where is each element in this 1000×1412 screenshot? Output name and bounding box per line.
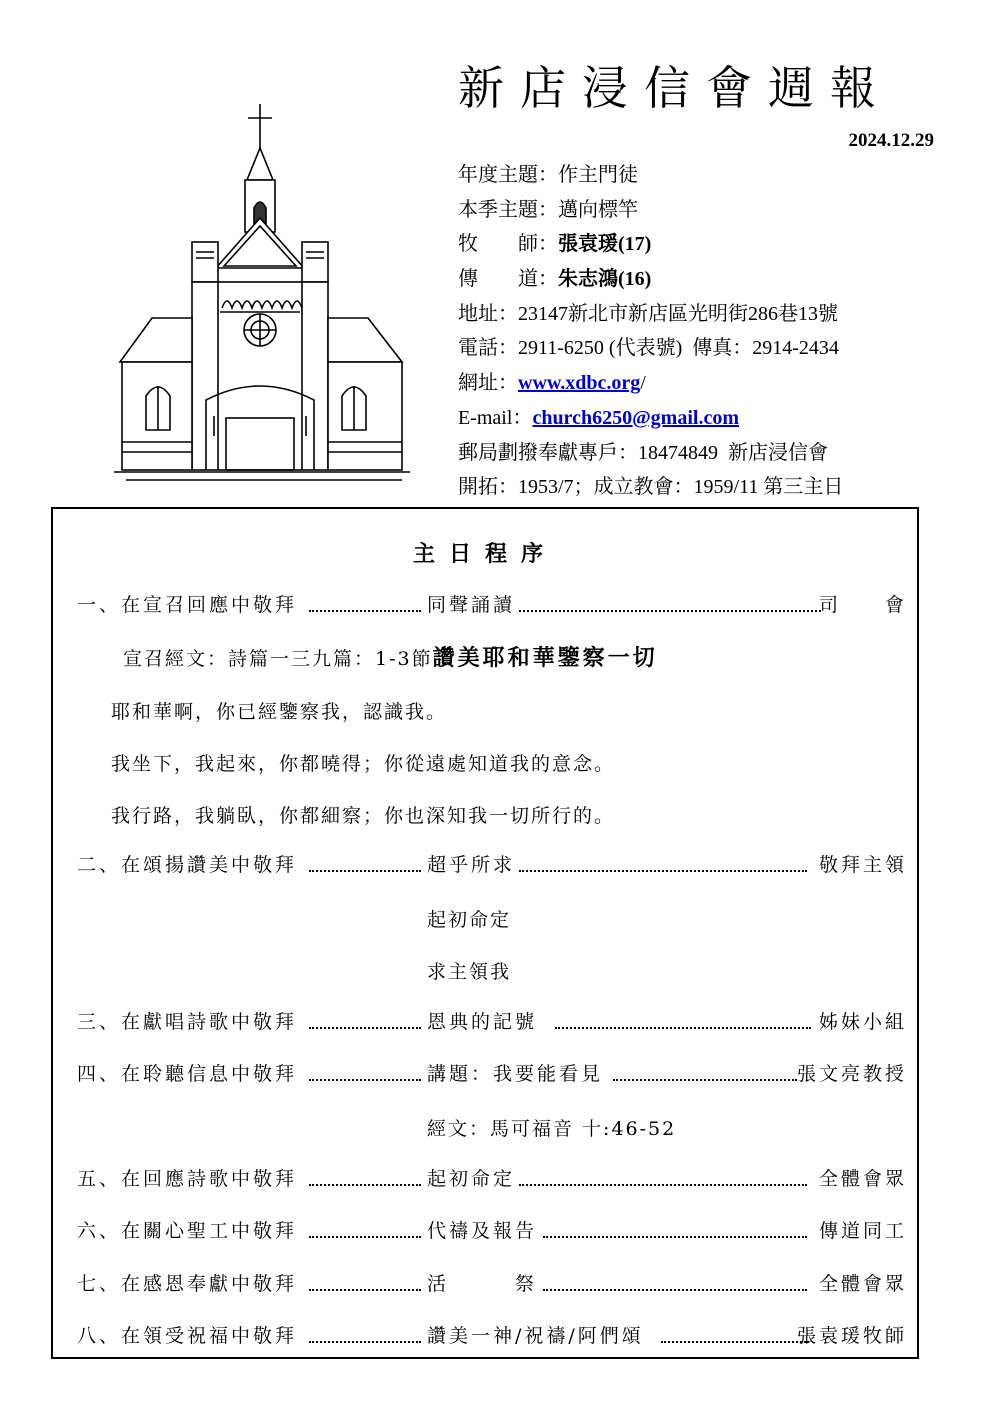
annual-theme-value: 作主門徒 <box>558 164 638 186</box>
phone-label: 電話： <box>458 337 518 360</box>
program-item: 六、在關心聖工中敬拜 <box>77 1220 298 1242</box>
postal-account <box>458 436 978 471</box>
pastor-value: 張袁瑗(17) <box>558 233 652 256</box>
program-item: 一、在宣召回應中敬拜 <box>77 594 298 616</box>
email-label: E-mail： <box>458 406 533 429</box>
founded-suffix: 第三主日 <box>763 476 844 499</box>
dot-leader <box>309 596 421 612</box>
website-suffix: / <box>640 372 646 395</box>
extra-song-2: 求主領我 <box>427 961 512 983</box>
postal-account-name: 新店浸信會 <box>728 441 828 464</box>
program-person: 傳道同工 <box>818 1220 907 1242</box>
verse-3: 我行路，我躺臥，你都細察；你也深知我一切所行的。 <box>111 805 616 827</box>
program-person: 全體會眾 <box>818 1168 907 1190</box>
program-content: 恩典的記號 <box>427 1011 538 1033</box>
founding <box>458 470 978 505</box>
dot-leader <box>519 856 807 872</box>
program-person: 張文亮教授 <box>796 1063 907 1085</box>
dot-leader <box>309 1222 421 1238</box>
program-item: 五、在回應詩歌中敬拜 <box>77 1168 298 1190</box>
verse-2: 我坐下，我起來，你都曉得；你從遠處知道我的意念。 <box>111 753 616 775</box>
call-scripture-title: 讚美耶和華鑒察一切 <box>432 645 658 671</box>
phone-fax <box>458 331 978 366</box>
website-link[interactable]: www.xdbc.org <box>518 372 641 395</box>
dot-leader <box>519 596 821 612</box>
program-row-1 <box>77 590 907 620</box>
dot-leader <box>309 1013 421 1029</box>
preacher-value: 朱志鴻(16) <box>558 268 652 291</box>
email-link[interactable]: church6250@gmail.com <box>532 406 739 429</box>
church-info <box>458 158 978 505</box>
founded-value: 1953/7；成立教會：1959/11 <box>518 476 759 499</box>
program-item: 八、在領受祝福中敬拜 <box>77 1325 298 1347</box>
call-scripture <box>123 641 658 672</box>
fax-label: 傳真： <box>692 337 753 360</box>
program-row-7 <box>77 1269 907 1299</box>
verse-1: 耶和華啊，你已經鑒察我，認識我。 <box>111 701 448 723</box>
program-person: 全體會眾 <box>818 1273 907 1295</box>
phone-value: 2911-6250 (代表號) <box>518 337 683 360</box>
program-item: 四、在聆聽信息中敬拜 <box>77 1063 298 1085</box>
program-row-3 <box>77 1007 907 1037</box>
program-row-6 <box>77 1216 907 1246</box>
program-content: 代禱及報告 <box>427 1220 538 1242</box>
website <box>458 366 978 401</box>
bulletin-title: 新店浸信會週報 <box>458 61 892 115</box>
program-person: 張袁瑗牧師 <box>796 1325 907 1347</box>
dot-leader <box>309 1065 421 1081</box>
program-row-5 <box>77 1164 907 1194</box>
bulletin-date: 2024.12.29 <box>848 130 934 151</box>
dot-leader <box>519 1170 807 1186</box>
postal-account-number: 18474849 <box>638 441 718 464</box>
program-row-4 <box>77 1059 907 1089</box>
program-content: 活 祭 <box>427 1273 538 1295</box>
program-person: 姊妹小組 <box>818 1011 907 1033</box>
season-theme-label: 本季主題： <box>458 198 558 221</box>
program-title: 主日程序 <box>412 541 557 567</box>
program-item: 二、在頌揚讚美中敬拜 <box>77 854 298 876</box>
postal-label: 郵局劃撥奉獻專戶： <box>458 441 638 464</box>
email <box>458 401 978 436</box>
program-content: 講題：我要能看見 <box>427 1063 604 1085</box>
fax-value: 2914-2434 <box>752 337 839 360</box>
program-row-2 <box>77 850 907 880</box>
season-theme <box>458 193 978 228</box>
program-row-8 <box>77 1321 907 1351</box>
dot-leader <box>543 1275 807 1291</box>
pastor <box>458 227 978 262</box>
program-content: 起初命定 <box>427 1168 516 1190</box>
annual-theme-label: 年度主題： <box>458 164 558 186</box>
program-content: 同聲誦讀 <box>427 594 516 616</box>
church-illustration <box>112 100 422 490</box>
program-content: 超乎所求 <box>427 854 516 876</box>
dot-leader <box>309 856 421 872</box>
dot-leader <box>309 1275 421 1291</box>
preacher-label: 傳 道： <box>458 268 558 291</box>
sermon-scripture: 經文：馬可福音 十:46-52 <box>427 1118 677 1140</box>
season-theme-value: 邁向標竿 <box>558 198 638 221</box>
dot-leader <box>613 1065 797 1081</box>
annual-theme <box>458 158 978 193</box>
address-label: 地址： <box>458 302 518 325</box>
dot-leader <box>661 1327 809 1343</box>
dot-leader <box>309 1327 421 1343</box>
founded-label: 開拓： <box>458 476 518 499</box>
dot-leader <box>543 1222 807 1238</box>
program-item: 三、在獻唱詩歌中敬拜 <box>77 1011 298 1033</box>
program-content: 讚美一神/祝禱/阿們頌 <box>427 1325 644 1347</box>
address-value: 23147新北市新店區光明街286巷13號 <box>518 302 838 325</box>
extra-song-1: 起初命定 <box>427 909 512 931</box>
program-person: 司 會 <box>818 594 907 616</box>
program-person: 敬拜主領 <box>818 854 907 876</box>
dot-leader <box>309 1170 421 1186</box>
program-item: 七、在感恩奉獻中敬拜 <box>77 1273 298 1295</box>
preacher <box>458 262 978 297</box>
dot-leader <box>555 1013 811 1029</box>
website-label: 網址： <box>458 372 518 395</box>
call-scripture-label: 宣召經文：詩篇一三九篇：1-3節 <box>123 648 433 670</box>
pastor-label: 牧 師： <box>458 233 558 256</box>
program-box <box>51 507 919 1359</box>
address <box>458 297 978 332</box>
